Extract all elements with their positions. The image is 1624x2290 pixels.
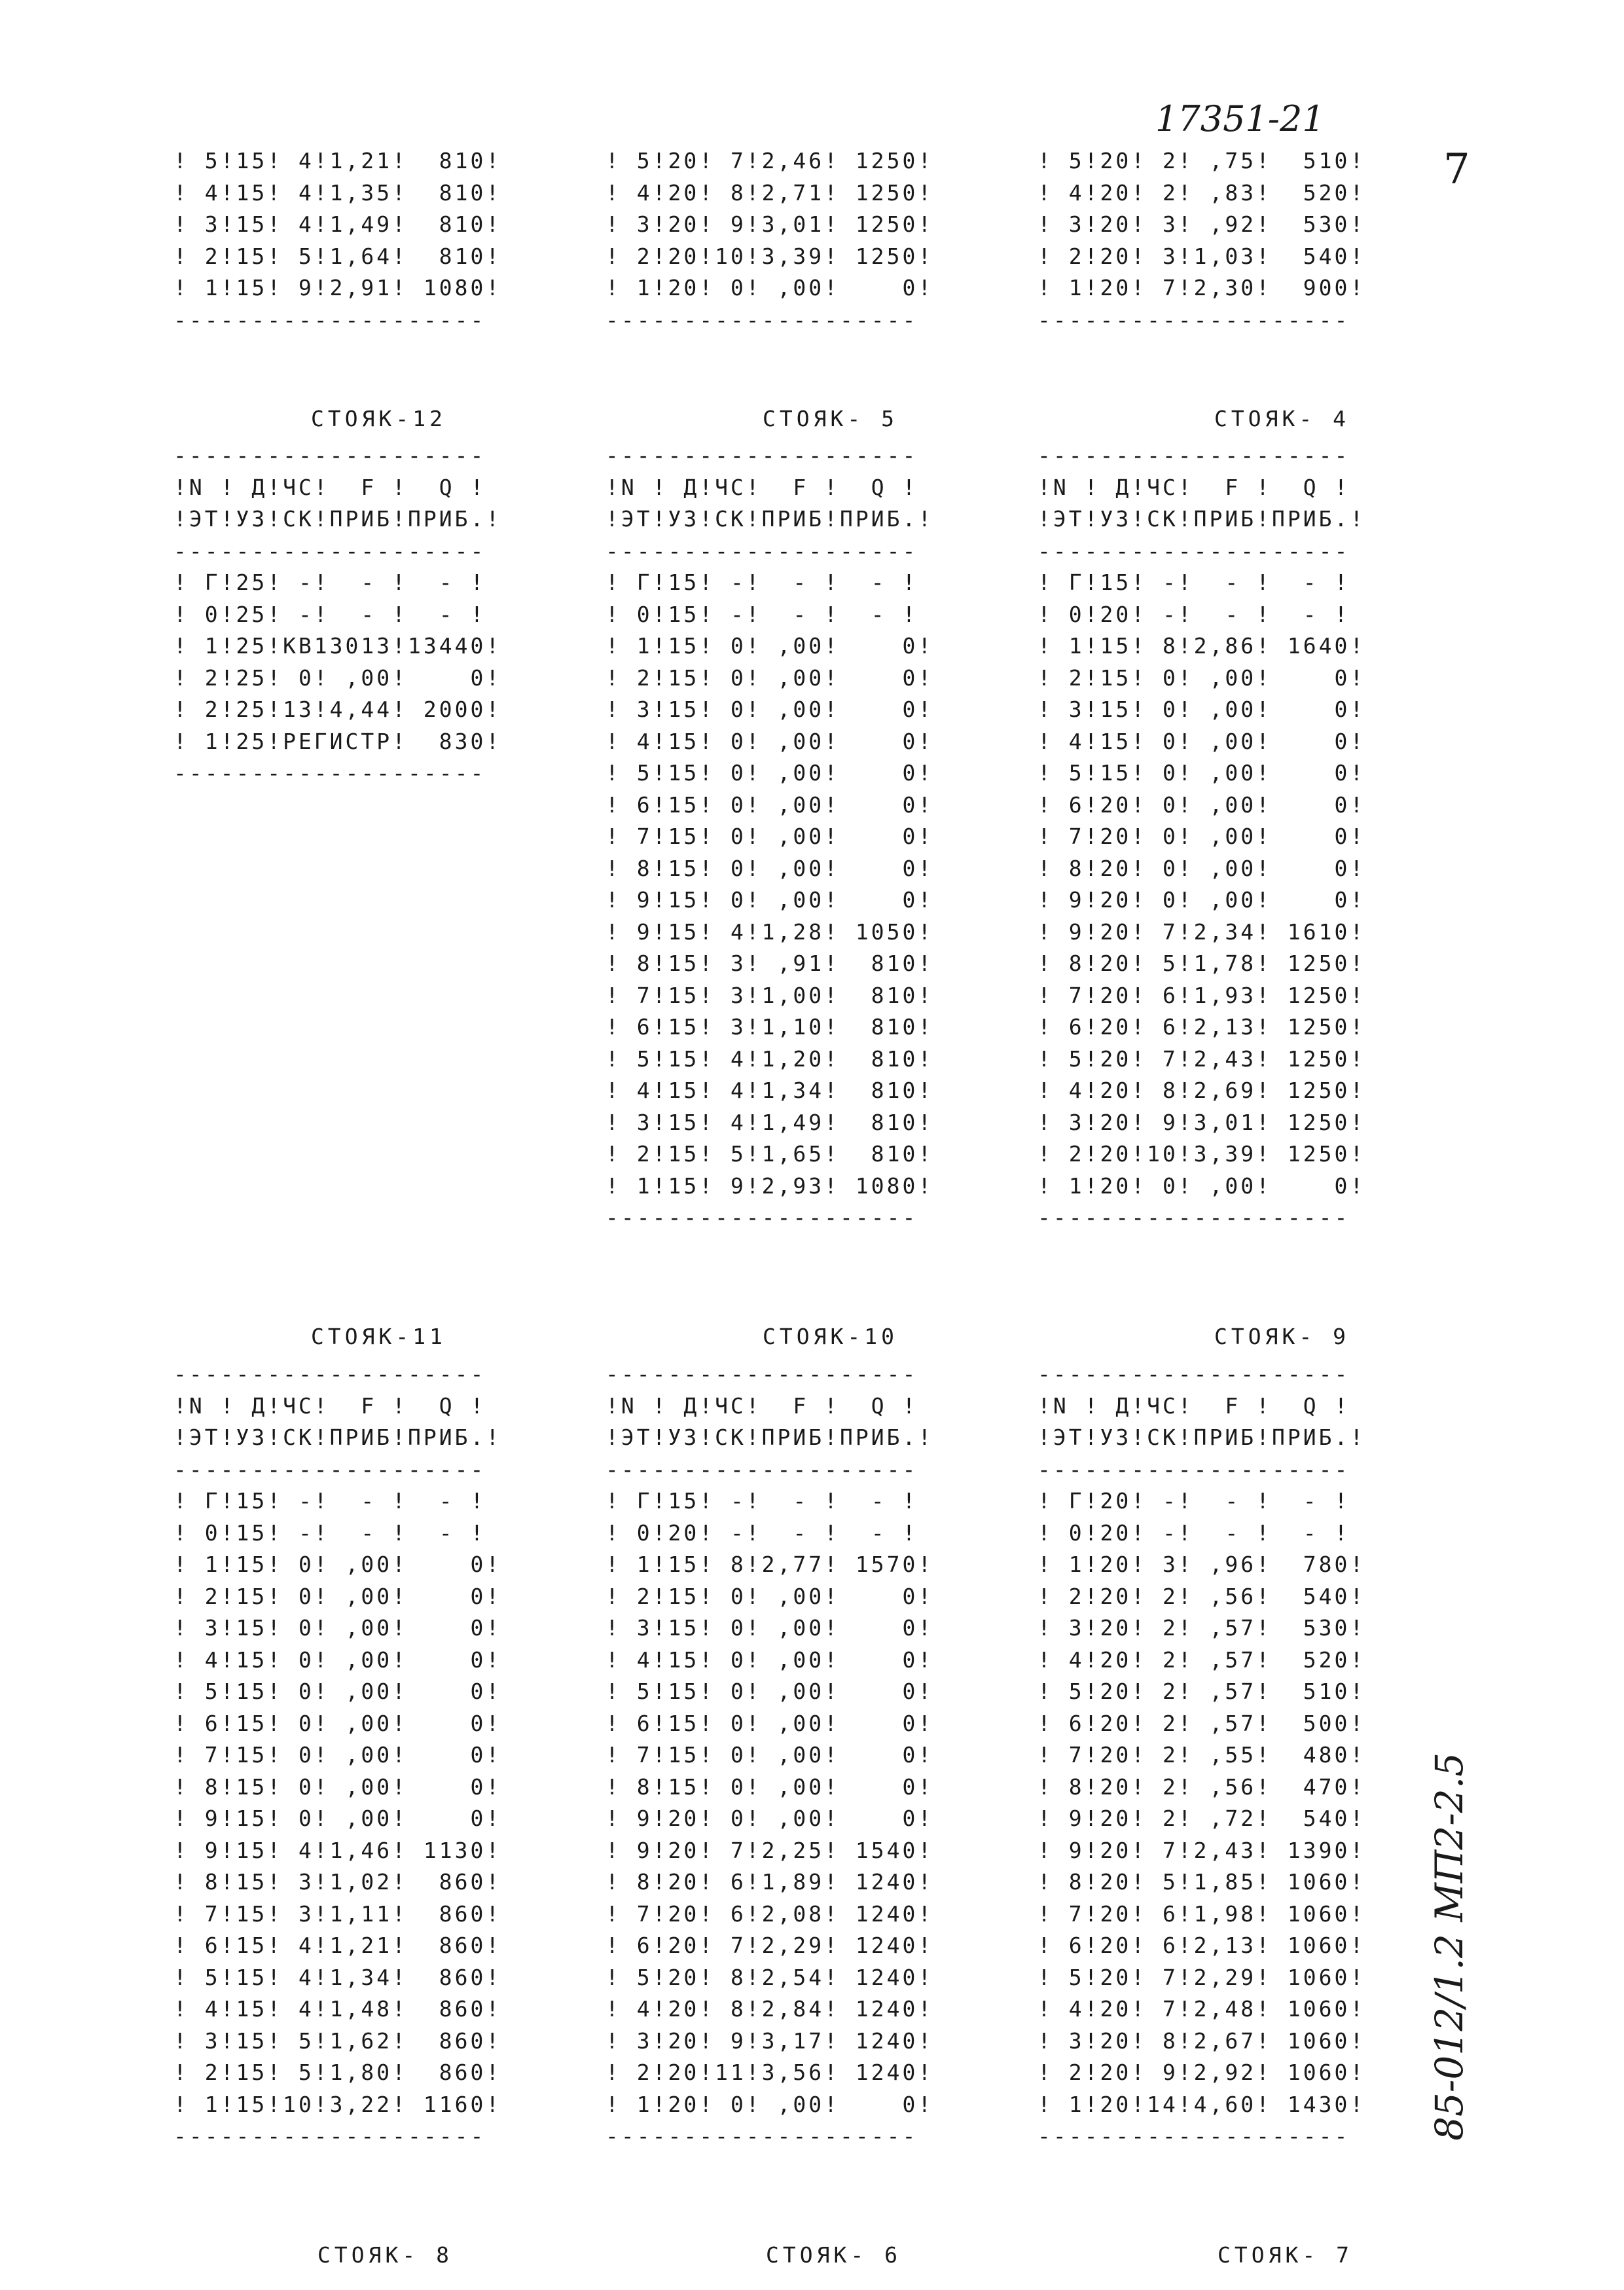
top-block-middle: ! 5!20! 7!2,46! 1250! ! 4!20! 8!2,71! 1250! ! 3!20! 9!3,01! 1250! ! 2!20!10!3,39! 1250! ! 1!20! 0! ,00! 0! --------------------: [605, 148, 934, 333]
riser-title-11: СТОЯК-11: [311, 1324, 446, 1349]
riser-table-4: -------------------- !N ! Д!ЧС! F ! Q ! !ЭТ!УЗ!СК!ПРИБ!ПРИБ.! -------------------- ! Г!15! -! - ! - ! ! 0!20! -! - ! - ! ! 1!15! 8!2,86! 1640! ! 2!15! 0! ,00! 0! ! 3!15! 0! ,00! 0! ! 4!15! 0! ,00! 0! ! 5!15! 0! ,00! 0! ! 6!20! 0! ,00! 0! ! 7!20! 0! ,00! 0! ! 8!20! 0! ,00! 0! ! 9!20! 0! ,00! 0! ! 9!20! 7!2,34! 1610! ! 8!20! 5!1,78! 1250! ! 7!20! 6!1,93! 1250! ! 6!20! 6!2,13! 1250! ! 5!20! 7!2,43! 1250! ! 4!20! 8!2,69! 1250! ! 3!20! 9!3,01! 1250! ! 2!20!10!3,39! 1250! ! 1!20! 0! ,00! 0! --------------------: [1038, 443, 1366, 1230]
top-block-right: ! 5!20! 2! ,75! 510! ! 4!20! 2! ,83! 520! ! 3!20! 3! ,92! 530! ! 2!20! 3!1,03! 540! ! 1!20! 7!2,30! 900! --------------------: [1038, 148, 1366, 333]
riser-title-8: СТОЯК- 8: [317, 2242, 453, 2268]
page-number: 7: [1443, 145, 1470, 194]
riser-table-10: -------------------- !N ! Д!ЧС! F ! Q ! !ЭТ!УЗ!СК!ПРИБ!ПРИБ.! -------------------- ! Г!15! -! - ! - ! ! 0!20! -! - ! - ! ! 1!15! 8!2,77! 1570! ! 2!15! 0! ,00! 0! ! 3!15! 0! ,00! 0! ! 4!15! 0! ,00! 0! ! 5!15! 0! ,00! 0! ! 6!15! 0! ,00! 0! ! 7!15! 0! ,00! 0! ! 8!15! 0! ,00! 0! ! 9!20! 0! ,00! 0! ! 9!20! 7!2,25! 1540! ! 8!20! 6!1,89! 1240! ! 7!20! 6!2,08! 1240! ! 6!20! 7!2,29! 1240! ! 5!20! 8!2,54! 1240! ! 4!20! 8!2,84! 1240! ! 3!20! 9!3,17! 1240! ! 2!20!11!3,56! 1240! ! 1!20! 0! ,00! 0! --------------------: [605, 1361, 934, 2149]
riser-title-9: СТОЯК- 9: [1214, 1324, 1350, 1349]
riser-title-12: СТОЯК-12: [311, 406, 446, 431]
riser-title-6: СТОЯК- 6: [766, 2242, 901, 2268]
riser-title-7: СТОЯК- 7: [1218, 2242, 1353, 2268]
riser-title-5: СТОЯК- 5: [763, 406, 898, 431]
riser-title-4: СТОЯК- 4: [1214, 406, 1350, 431]
riser-table-12: -------------------- !N ! Д!ЧС! F ! Q ! !ЭТ!УЗ!СК!ПРИБ!ПРИБ.! -------------------- ! Г!25! -! - ! - ! ! 0!25! -! - ! - ! ! 1!25!КВ13013!13440! ! 2!25! 0! ,00! 0! ! 2!25!13!4,44! 2000! ! 1!25!РЕГИСТР! 830! --------------------: [173, 443, 502, 786]
riser-table-9: -------------------- !N ! Д!ЧС! F ! Q ! !ЭТ!УЗ!СК!ПРИБ!ПРИБ.! -------------------- ! Г!20! -! - ! - ! ! 0!20! -! - ! - ! ! 1!20! 3! ,96! 780! ! 2!20! 2! ,56! 540! ! 3!20! 2! ,57! 530! ! 4!20! 2! ,57! 520! ! 5!20! 2! ,57! 510! ! 6!20! 2! ,57! 500! ! 7!20! 2! ,55! 480! ! 8!20! 2! ,56! 470! ! 9!20! 2! ,72! 540! ! 9!20! 7!2,43! 1390! ! 8!20! 5!1,85! 1060! ! 7!20! 6!1,98! 1060! ! 6!20! 6!2,13! 1060! ! 5!20! 7!2,29! 1060! ! 4!20! 7!2,48! 1060! ! 3!20! 8!2,67! 1060! ! 2!20! 9!2,92! 1060! ! 1!20!14!4,60! 1430! --------------------: [1038, 1361, 1366, 2149]
top-block-left: ! 5!15! 4!1,21! 810! ! 4!15! 4!1,35! 810! ! 3!15! 4!1,49! 810! ! 2!15! 5!1,64! 810! ! 1!15! 9!2,91! 1080! --------------------: [173, 148, 502, 333]
riser-title-10: СТОЯК-10: [763, 1324, 898, 1349]
riser-table-11: -------------------- !N ! Д!ЧС! F ! Q ! !ЭТ!УЗ!СК!ПРИБ!ПРИБ.! -------------------- ! Г!15! -! - ! - ! ! 0!15! -! - ! - ! ! 1!15! 0! ,00! 0! ! 2!15! 0! ,00! 0! ! 3!15! 0! ,00! 0! ! 4!15! 0! ,00! 0! ! 5!15! 0! ,00! 0! ! 6!15! 0! ,00! 0! ! 7!15! 0! ,00! 0! ! 8!15! 0! ,00! 0! ! 9!15! 0! ,00! 0! ! 9!15! 4!1,46! 1130! ! 8!15! 3!1,02! 860! ! 7!15! 3!1,11! 860! ! 6!15! 4!1,21! 860! ! 5!15! 4!1,34! 860! ! 4!15! 4!1,48! 860! ! 3!15! 5!1,62! 860! ! 2!15! 5!1,80! 860! ! 1!15!10!3,22! 1160! --------------------: [173, 1361, 502, 2149]
riser-table-5: -------------------- !N ! Д!ЧС! F ! Q ! !ЭТ!УЗ!СК!ПРИБ!ПРИБ.! -------------------- ! Г!15! -! - ! - ! ! 0!15! -! - ! - ! ! 1!15! 0! ,00! 0! ! 2!15! 0! ,00! 0! ! 3!15! 0! ,00! 0! ! 4!15! 0! ,00! 0! ! 5!15! 0! ,00! 0! ! 6!15! 0! ,00! 0! ! 7!15! 0! ,00! 0! ! 8!15! 0! ,00! 0! ! 9!15! 0! ,00! 0! ! 9!15! 4!1,28! 1050! ! 8!15! 3! ,91! 810! ! 7!15! 3!1,00! 810! ! 6!15! 3!1,10! 810! ! 5!15! 4!1,20! 810! ! 4!15! 4!1,34! 810! ! 3!15! 4!1,49! 810! ! 2!15! 5!1,65! 810! ! 1!15! 9!2,93! 1080! --------------------: [605, 443, 934, 1230]
side-code-vertical: 85-012/1.2 МП2-2.5: [1427, 1752, 1471, 2141]
document-number-handwritten: 17351-21: [1155, 98, 1325, 139]
